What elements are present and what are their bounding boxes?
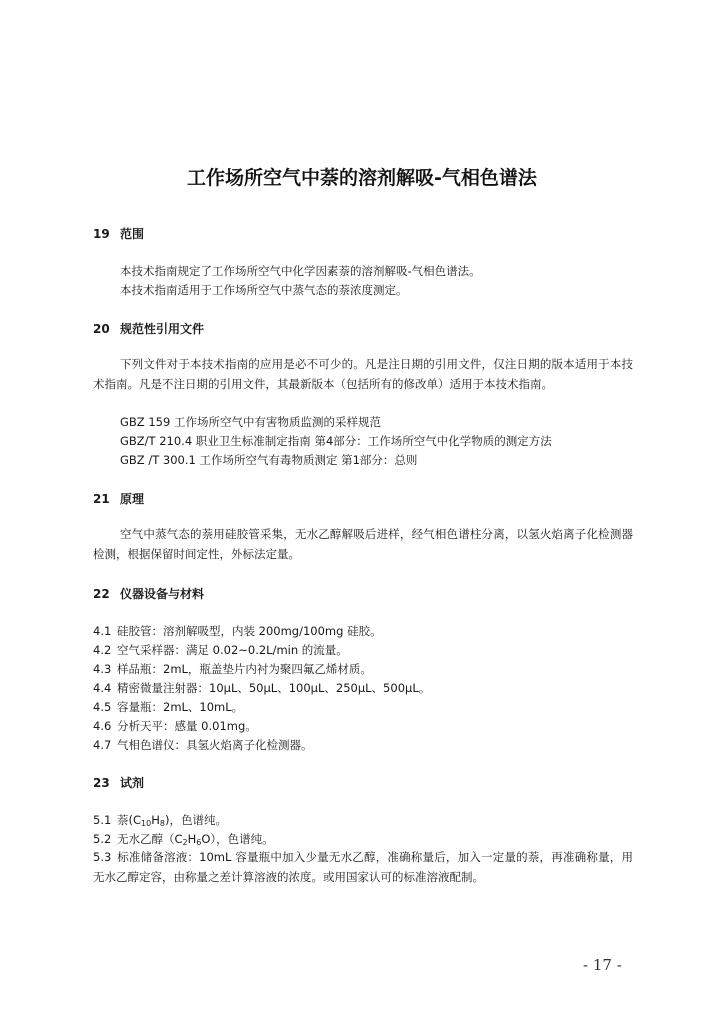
reference-item: GBZ 159 工作场所空气中有害物质监测的采样规范: [120, 415, 381, 429]
section-number: 20: [93, 322, 110, 336]
section-number: 23: [93, 776, 110, 790]
equipment-item: 4.2 空气采样器：满足 0.02~0.2L/min 的流量。: [93, 643, 348, 657]
section-22-heading: [93, 585, 204, 602]
reagent-item: 5.2 无水乙醇$(C_2H_6O)$，色谱纯。: [93, 832, 274, 847]
section-number: 19: [93, 227, 110, 241]
document-title: 工作场所空气中萘的溶剂解吸-气相色谱法: [187, 167, 537, 189]
page-number: - 17 -: [583, 956, 622, 974]
section-title: 规范性引用文件: [120, 322, 205, 336]
equipment-item: 4.7 气相色谱仪：具氢火焰离子化检测器。: [93, 738, 313, 752]
section-title: 范围: [120, 227, 145, 241]
scope-line-2: 本技术指南适用于工作场所空气中蒸气态的萘浓度测定。: [120, 283, 408, 297]
section-number: 21: [93, 492, 110, 506]
reference-item: GBZ/T 210.4 职业卫生标准制定指南 第4部分：工作场所空气中化学物质的测定方法: [120, 434, 552, 448]
section-title: 试剂: [120, 776, 145, 790]
scope-line-1: 本技术指南规定了工作场所空气中化学因素萘的溶剂解吸-气相色谱法。: [120, 264, 481, 278]
equipment-item: 4.4 精密微量注射器：10μL、50μL、100μL、250μL、500μL。: [93, 681, 431, 695]
equipment-item: 4.5 容量瓶：2mL、10mL。: [93, 700, 244, 714]
reagent-item: 5.1 萘$(C_{10}H_8)$，色谱纯。: [93, 813, 227, 828]
section-number: 22: [93, 587, 110, 601]
section-title: 仪器设备与材料: [120, 587, 205, 601]
section-19-heading: [93, 225, 144, 242]
equipment-item: 4.6 分析天平：感量 0.01mg。: [93, 719, 257, 733]
principle-paragraph: 空气中蒸气态的萘用硅胶管采集，无水乙醇解吸后进样，经气相色谱柱分离，以氢火焰离子化检测器检测，根据保留时间定性，外标法定量。: [93, 527, 633, 561]
equipment-item: 4.1 硅胶管：溶剂解吸型，内装 200mg/100mg 硅胶。: [93, 624, 382, 638]
section-20-heading: [93, 320, 204, 337]
equipment-item: 4.3 样品瓶：2mL，瓶盖垫片内衬为聚四氟乙烯材质。: [93, 662, 372, 676]
reagent-item-stock-solution: 5.3 标准储备溶液：10mL 容量瓶中加入少量无水乙醇，准确称量后，加入一定量的萘，再准确称量，用无水乙醇定容，由称量之差计算溶液的浓度。或用国家认可的标准溶液配制。: [93, 850, 633, 884]
section-title: 原理: [120, 492, 145, 506]
reference-item: GBZ /T 300.1 工作场所空气有毒物质测定 第1部分：总则: [120, 453, 418, 467]
section-23-heading: [93, 774, 144, 791]
references-paragraph: 下列文件对于本技术指南的应用是必不可少的。凡是注日期的引用文件，仅注日期的版本适用于本技术指南。凡是不注日期的引用文件，其最新版本（包括所有的修改单）适用于本技术指南。: [93, 357, 633, 391]
section-21-heading: [93, 490, 144, 507]
